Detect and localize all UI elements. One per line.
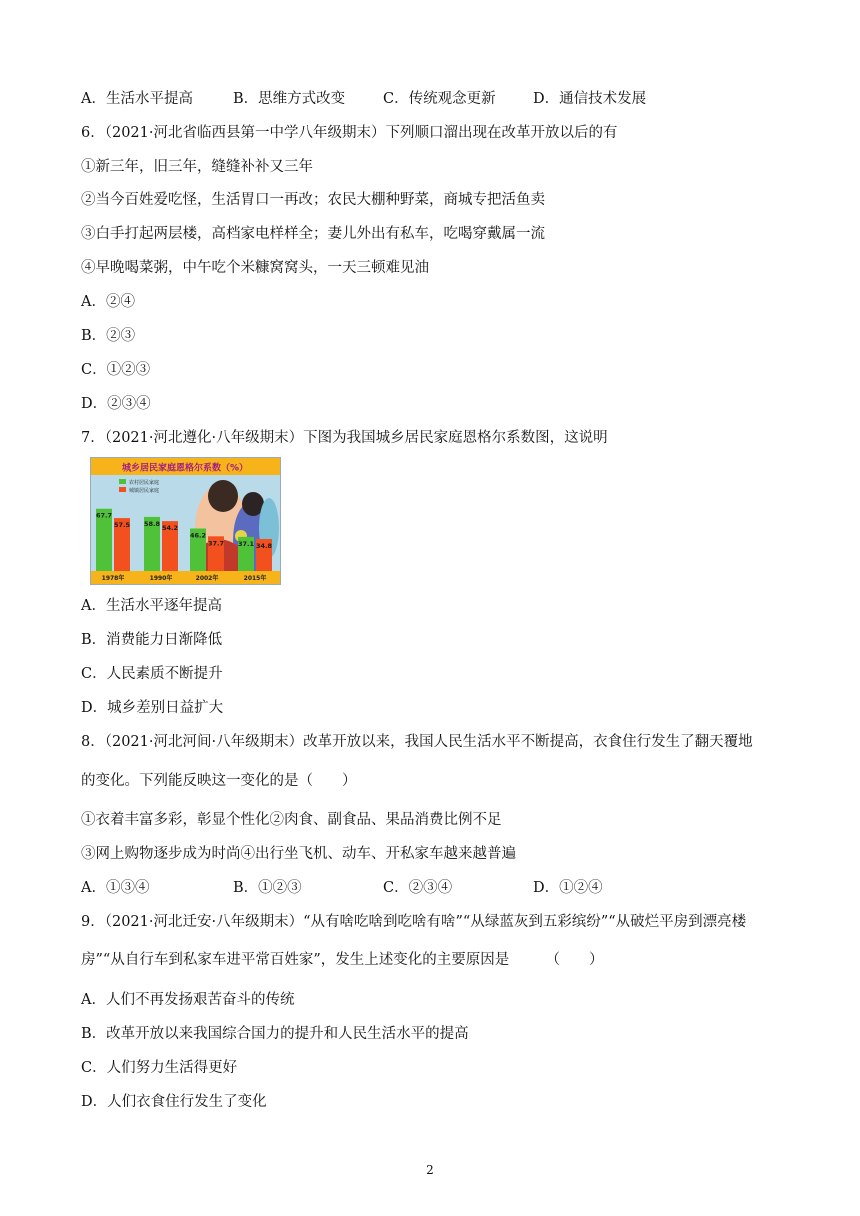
data-label-1-3: 34.8 bbox=[255, 541, 273, 550]
engel-coefficient-chart bbox=[90, 457, 281, 585]
q8-option-d: D．①②④ bbox=[533, 880, 603, 896]
q9-stem-line-2: 房”“从自行车到私家车进平常百姓家”，发生上述变化的主要原因是 （ ） bbox=[81, 952, 604, 968]
legend-swatch-0 bbox=[119, 479, 126, 484]
data-label-0-3: 37.1 bbox=[237, 539, 255, 548]
q5-option-a: A．生活水平提高 bbox=[81, 91, 193, 107]
data-label-0-0: 67.7 bbox=[95, 511, 113, 520]
chart-title: 城乡居民家庭恩格尔系数（%） bbox=[121, 463, 249, 474]
q8-stem-line-1: 8．（2021·河北河间·八年级期末）改革开放以来，我国人民生活水平不断提高，衣食住行发生了翻天覆地 bbox=[81, 734, 753, 750]
q6-option-a: A．②④ bbox=[81, 294, 135, 310]
q7-stem: 7．（2021·河北遵化·八年级期末）下图为我国城乡居民家庭恩格尔系数图，这说明 bbox=[81, 430, 608, 446]
data-label-0-2: 46.2 bbox=[189, 531, 207, 540]
q8-option-c: C．②③④ bbox=[383, 880, 453, 896]
q6-option-c: C．①②③ bbox=[81, 362, 151, 378]
q5-option-b: B．思维方式改变 bbox=[233, 91, 346, 107]
q6-item-4: ④早晚喝菜粥，中午吃个米糠窝窝头，一天三顿难见油 bbox=[81, 260, 429, 276]
q9-option-d: D．人们衣食住行发生了变化 bbox=[81, 1094, 267, 1110]
q6-item-1: ①新三年，旧三年，缝缝补补又三年 bbox=[81, 159, 313, 175]
x-tick-label-1: 1990年 bbox=[149, 575, 173, 582]
data-label-1-1: 54.2 bbox=[161, 524, 179, 533]
chart-legend bbox=[119, 479, 159, 494]
engel-chart-svg bbox=[91, 458, 280, 584]
q6-option-d: D．②③④ bbox=[81, 396, 151, 412]
q7-option-b: B．消费能力日渐降低 bbox=[81, 632, 223, 648]
legend-swatch-1 bbox=[119, 487, 126, 492]
page-number: 2 bbox=[426, 1163, 434, 1177]
q5-option-c: C．传统观念更新 bbox=[383, 91, 496, 107]
data-label-1-2: 37.7 bbox=[207, 539, 225, 548]
data-label-1-0: 57.5 bbox=[113, 521, 131, 530]
q6-stem: 6．（2021·河北省临西县第一中学八年级期末）下列顺口溜出现在改革开放以后的有 bbox=[81, 125, 618, 141]
x-tick-label-3: 2015年 bbox=[243, 575, 267, 582]
x-tick-label-2: 2002年 bbox=[195, 575, 219, 582]
q6-item-3: ③白手打起两层楼，高档家电样样全；妻儿外出有私车，吃喝穿戴属一流 bbox=[81, 226, 545, 242]
q8-items-line-2: ③网上购物逐步成为时尚④出行坐飞机、动车、开私家车越来越普遍 bbox=[81, 846, 516, 862]
q6-item-2: ②当今百姓爱吃怪，生活胃口一再改；农民大棚种野菜，商城专把活鱼卖 bbox=[81, 192, 545, 208]
q7-option-d: D．城乡差别日益扩大 bbox=[81, 700, 224, 716]
q9-option-c: C．人们努力生活得更好 bbox=[81, 1060, 238, 1076]
q6-option-b: B．②③ bbox=[81, 328, 136, 344]
x-tick-label-0: 1978年 bbox=[101, 575, 125, 582]
q8-option-b: B．①②③ bbox=[233, 880, 302, 896]
q8-stem-line-2: 的变化。下列能反映这一变化的是（ ） bbox=[81, 773, 357, 789]
data-label-0-1: 58.8 bbox=[143, 519, 161, 528]
legend-label-1: 城镇居民家庭 bbox=[129, 488, 160, 494]
q5-option-d: D．通信技术发展 bbox=[533, 91, 647, 107]
q7-option-a: A．生活水平逐年提高 bbox=[81, 598, 222, 614]
q8-option-a: A．①③④ bbox=[81, 880, 150, 896]
q9-option-a: A．人们不再发扬艰苦奋斗的传统 bbox=[81, 992, 295, 1008]
q7-option-c: C．人民素质不断提升 bbox=[81, 666, 223, 682]
q8-items-line-1: ①衣着丰富多彩，彰显个性化②肉食、副食品、果品消费比例不足 bbox=[81, 812, 502, 828]
q9-option-b: B．改革开放以来我国综合国力的提升和人民生活水平的提高 bbox=[81, 1026, 469, 1042]
q9-stem-line-1: 9．（2021·河北迁安·八年级期末）“从有啥吃啥到吃啥有啥”“从绿蓝灰到五彩缤纷”“从破烂平房到漂亮楼 bbox=[81, 914, 747, 930]
legend-label-0: 农村居民家庭 bbox=[129, 480, 160, 486]
